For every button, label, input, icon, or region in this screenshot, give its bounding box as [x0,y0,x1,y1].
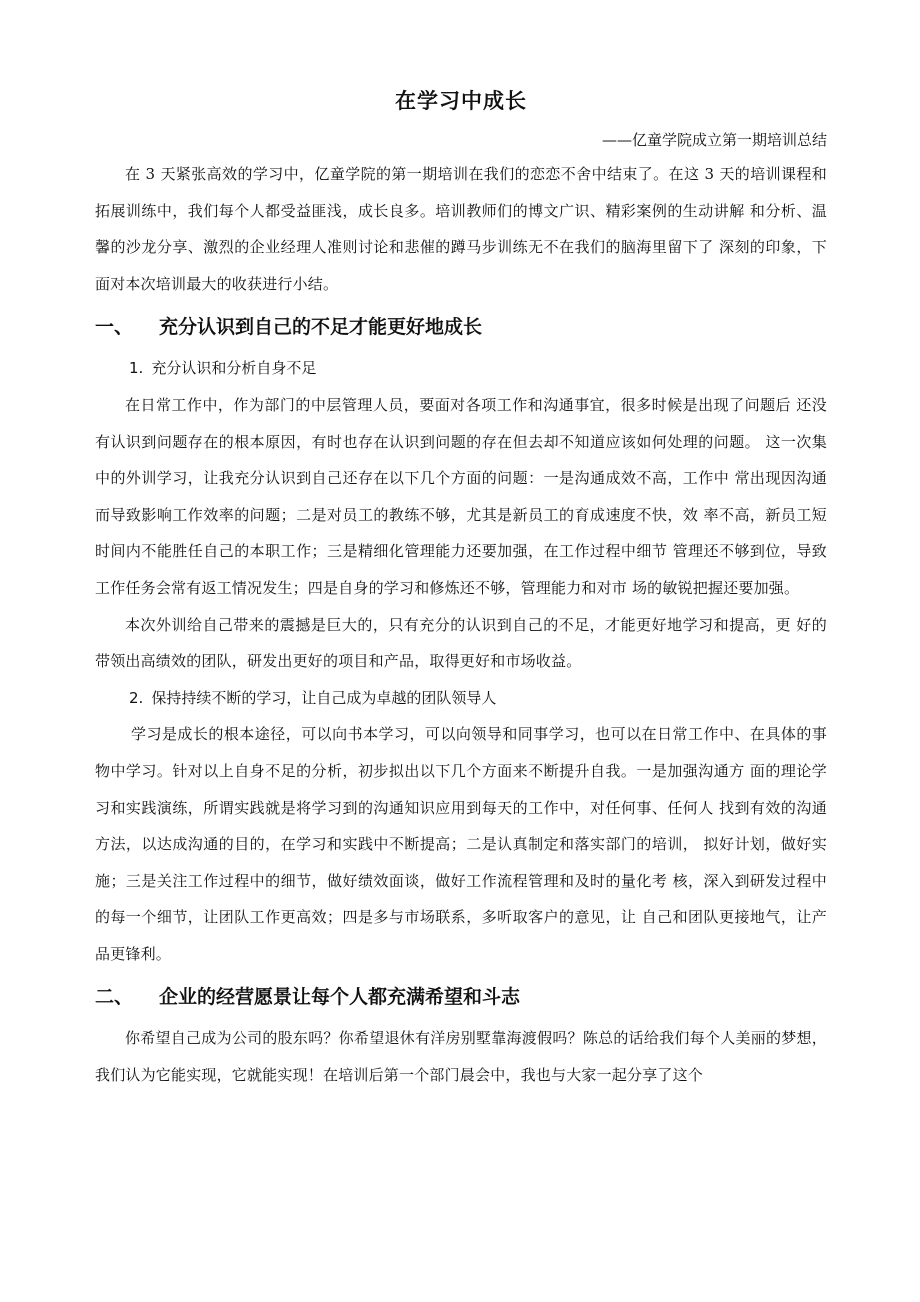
document-page [95,86,827,1094]
subsection-1-1-heading [95,350,827,387]
section-1-number: 一、 [95,316,134,339]
subsection-1-2-title: 保持持续不断的学习，让自己成为卓越的团队领导人 [151,688,497,707]
paragraph: 在日常工作中，作为部门的中层管理人员，要面对各项工作和沟通事宜，很多时候是出现了问题后 还没有认识到问题存在的根本原因，有时也存在认识到问题的存在但去却不知道应该如何处理的问题。 这一次集中的外训学习，让我充分认识到自己还存在以下几个方面的问题：一是沟通成效不高，工作中 常出现因沟通而导致影响工作效率的问题；二是对员工的教练不够，尤其是新员工的育成速度不快，效 率不高，新员工短时间内不能胜任自己的本职工作；三是精细化管理能力还要加强，在工作过程中细节 管理还不够到位，导致工作任务会常有返工情况发生；四是自身的学习和修炼还不够，管理能力和对市 场的敏锐把握还要加强。 [95,395,827,597]
section-1-heading [95,312,827,342]
document-subtitle: ——亿童学院成立第一期培训总结 [601,131,827,149]
subsection-1-2-number: 2. [129,688,144,707]
subsection-1-1-title: 充分认识和分析自身不足 [151,359,317,378]
section-2-title: 企业的经营愿景让每个人都充满希望和斗志 [159,986,521,1009]
section-1-title: 充分认识到自己的不足才能更好地成长 [159,316,483,339]
section-2-number: 二、 [95,986,134,1009]
paragraph: 本次外训给自己带来的震撼是巨大的，只有充分的认识到自己的不足，才能更好地学习和提高，更 好的带领出高绩效的团队，研发出更好的项目和产品，取得更好和市场收益。 [95,615,827,671]
subsection-1-1-number: 1. [129,359,144,378]
section-2-heading [95,982,827,1012]
document-title: 在学习中成长 [395,89,527,113]
subsection-1-2-heading [95,680,827,717]
intro-paragraph: 在 3 天紧张高效的学习中，亿童学院的第一期培训在我们的恋恋不舍中结束了。在这 3 天的培训课程和拓展训练中，我们每个人都受益匪浅，成长良多。培训教师们的博文广识、精彩案例的生动讲解 和分析、温馨的沙龙分享、激烈的企业经理人准则讨论和悲催的蹲马步训练无不在我们的脑海里留下了 深刻的印象，下面对本次培训最大的收获进行小结。 [95,165,827,293]
paragraph: 你希望自己成为公司的股东吗？你希望退休有洋房别墅靠海渡假吗？陈总的话给我们每个人美丽的梦想，我们认为它能实现，它就能实现！在培训后第一个部门晨会中，我也与大家一起分享了这个 [95,1029,827,1085]
paragraph: 学习是成长的根本途径，可以向书本学习，可以向领导和同事学习，也可以在日常工作中、在具体的事物中学习。针对以上自身不足的分析，初步拟出以下几个方面来不断提升自我。一是加强沟通方 面的理论学习和实践演练，所谓实践就是将学习到的沟通知识应用到每天的工作中，对任何事、任何人 找到有效的沟通方法，以达成沟通的目的，在学习和实践中不断提高；二是认真制定和落实部门的培训， 拟好计划，做好实施；三是关注工作过程中的细节，做好绩效面谈，做好工作流程管理和及时的量化考 核，深入到研发过程中的每一个细节，让团队工作更高效；四是多与市场联系，多听取客户的意见，让 自己和团队更接地气，让产品更锋利。 [95,725,827,963]
